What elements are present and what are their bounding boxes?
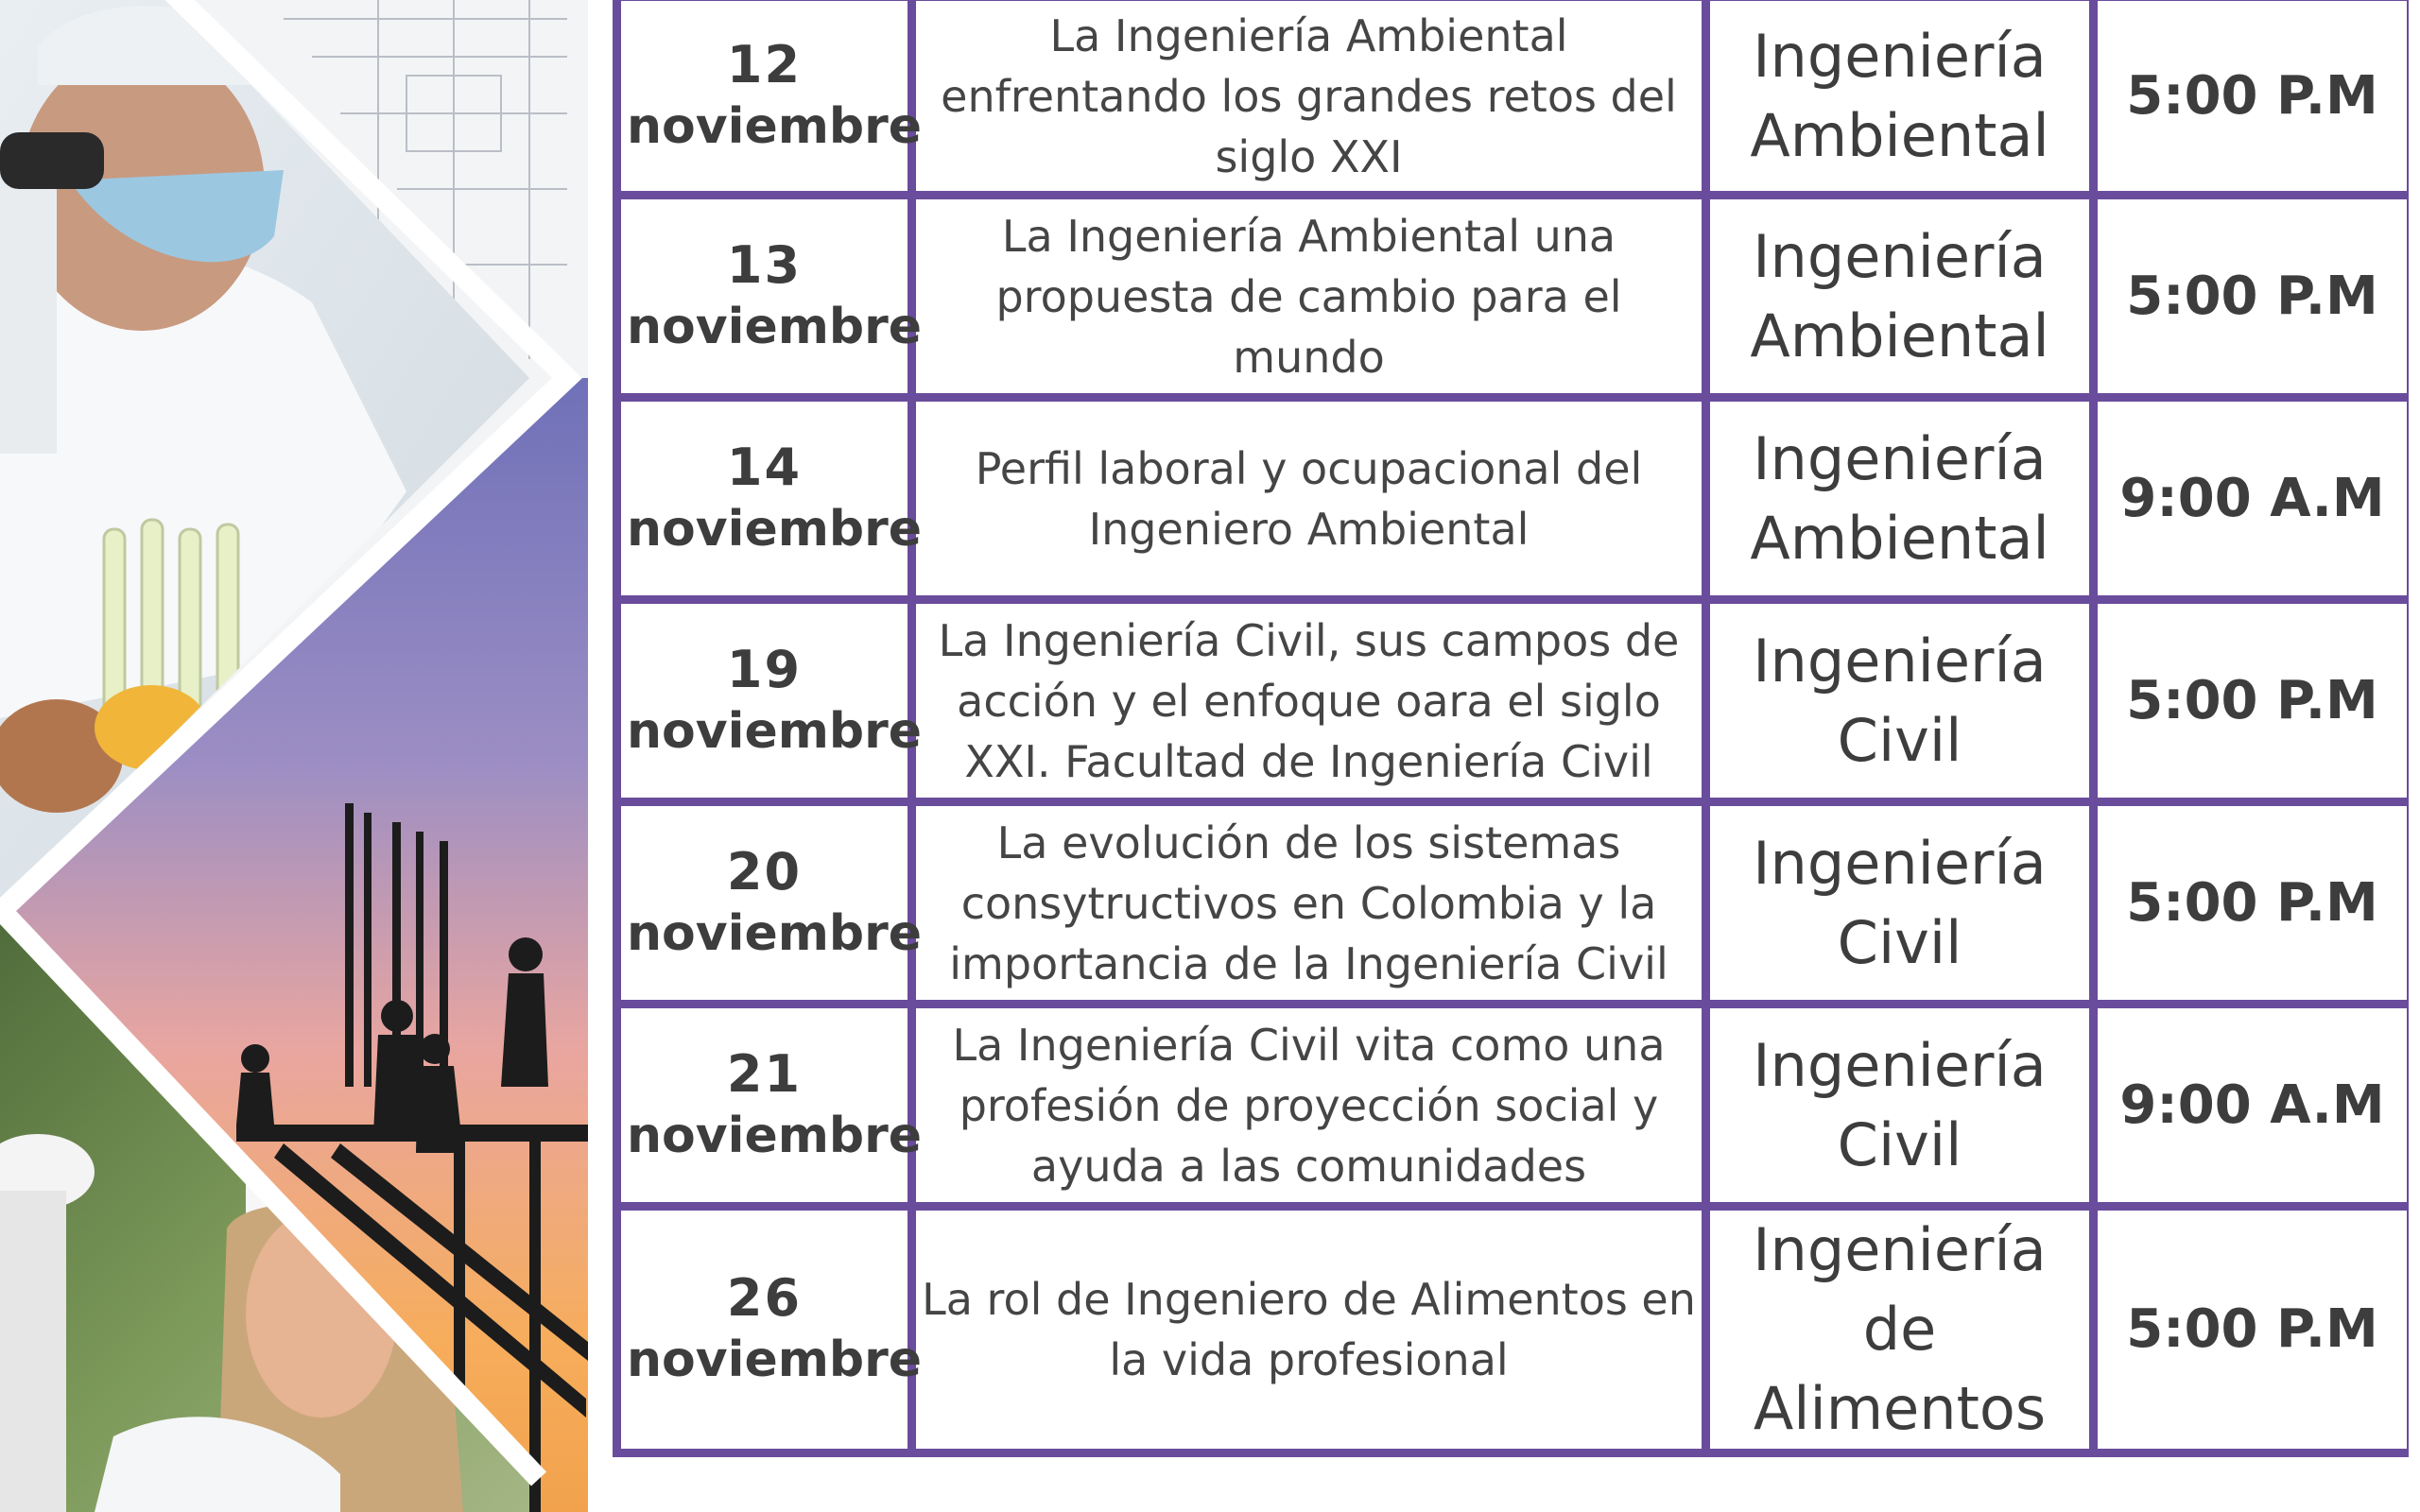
time-text: 5:00 P.M: [2126, 1298, 2378, 1360]
date-day: 14: [726, 437, 803, 497]
date-day: 13: [726, 234, 803, 295]
date-day: 12: [726, 34, 803, 94]
date-day: 26: [726, 1268, 803, 1328]
table-row: [617, 802, 2410, 1005]
topic-text: La evolución de los sistemas consytructivos en Colombia y la importancia de la Ingeniería Civil: [949, 816, 1668, 989]
topic-cell: [912, 600, 1706, 802]
faculty-cell: [1706, 1005, 2094, 1207]
date-month: noviembre: [627, 1107, 923, 1164]
faculty-cell: [1706, 600, 2094, 802]
schedule-table: [613, 0, 2409, 1512]
date-cell: [617, 0, 923, 196]
table-row: [617, 1207, 2410, 1453]
faculty-cell: [1706, 196, 2094, 398]
table-row: [617, 0, 2410, 196]
time-text: 9:00 A.M: [2119, 467, 2385, 529]
topic-text: La Ingeniería Ambiental enfrentando los grandes retos del siglo XXI: [941, 9, 1677, 182]
table-row: [617, 1005, 2410, 1207]
date-day: 21: [726, 1043, 803, 1104]
faculty-text: Ingeniería Ambiental: [1750, 423, 2049, 573]
time-cell: [2094, 600, 2410, 802]
faculty-text: Ingeniería Ambiental: [1750, 21, 2049, 170]
topic-text: Perfil laboral y ocupacional del Ingeniero Ambiental: [975, 442, 1643, 555]
photo-collage: [0, 0, 588, 1512]
table-row: [617, 398, 2410, 600]
topic-text: La Ingeniería Civil, sus campos de acción y el enfoque oara el siglo XXI. Facultad de Ingeniería Civil: [938, 614, 1680, 787]
topic-text: La rol de Ingeniero de Alimentos en la vida profesional: [922, 1274, 1696, 1385]
topic-cell: [912, 196, 1706, 398]
topic-cell: [912, 1005, 1706, 1207]
time-cell: [2094, 1005, 2410, 1207]
topic-cell: [912, 0, 1706, 196]
faculty-cell: [1706, 0, 2094, 196]
date-cell: [617, 802, 923, 1005]
time-cell: [2094, 1207, 2410, 1453]
table-row: [617, 600, 2410, 802]
faculty-cell: [1706, 802, 2094, 1005]
time-text: 5:00 P.M: [2126, 265, 2378, 327]
date-cell: [617, 1005, 923, 1207]
date-month: noviembre: [627, 1332, 923, 1388]
date-month: noviembre: [627, 97, 923, 155]
faculty-cell: [1706, 1207, 2094, 1453]
topic-cell: [912, 398, 1706, 600]
topic-text: La Ingeniería Ambiental una propuesta de cambio para el mundo: [995, 210, 1622, 383]
faculty-text: Ingeniería Civil: [1753, 828, 2047, 977]
date-cell: [617, 600, 923, 802]
date-cell: [617, 398, 923, 600]
date-cell: [617, 1207, 923, 1453]
time-cell: [2094, 196, 2410, 398]
faculty-text: Ingeniería Ambiental: [1750, 221, 2049, 370]
topic-text: La Ingeniería Civil vita como una profesión de proyección social y ayuda a las comunidades: [952, 1019, 1666, 1192]
table-row: [617, 196, 2410, 398]
faculty-text: Ingeniería Civil: [1753, 1030, 2047, 1179]
faculty-text: Ingeniería Civil: [1753, 626, 2047, 775]
schedule-grid: [613, 0, 2409, 1457]
time-text: 9:00 A.M: [2119, 1074, 2385, 1136]
date-cell: [617, 196, 923, 398]
time-cell: [2094, 0, 2410, 196]
topic-cell: [912, 802, 1706, 1005]
time-text: 5:00 P.M: [2126, 871, 2378, 934]
date-day: 19: [726, 639, 803, 699]
date-day: 20: [726, 841, 803, 902]
date-month: noviembre: [627, 298, 923, 355]
time-text: 5:00 P.M: [2126, 64, 2378, 127]
date-month: noviembre: [627, 702, 923, 760]
time-text: 5:00 P.M: [2126, 669, 2378, 731]
date-month: noviembre: [627, 904, 923, 962]
faculty-text: Ingeniería de Alimentos: [1753, 1215, 2047, 1443]
faculty-cell: [1706, 398, 2094, 600]
date-month: noviembre: [627, 500, 923, 558]
time-cell: [2094, 802, 2410, 1005]
topic-cell: [912, 1207, 1706, 1453]
time-cell: [2094, 398, 2410, 600]
